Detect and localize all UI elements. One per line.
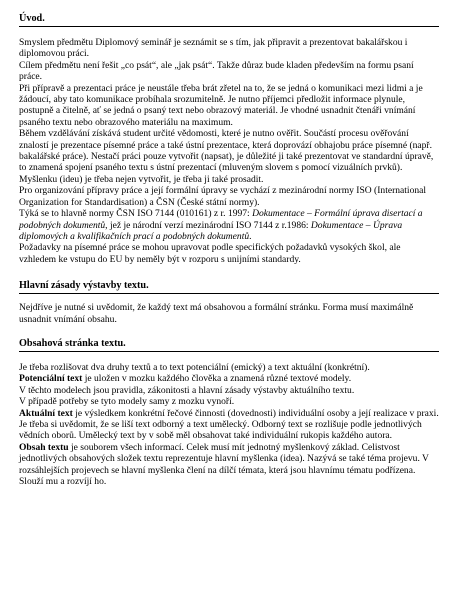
paragraph: Požadavky na písemné práce se mohou upravovat podle specifických požadavků vysokých škol, ale vzhledem ke vstupu do EU by neměly být v rozporu s unijními standardy. (19, 242, 401, 265)
paragraph: V těchto modelech jsou pravidla, zákonitosti a hlavní zásady výstavby aktuálního textu. (19, 384, 355, 396)
term-bold: Obsah textu (19, 441, 69, 453)
term-text: je výsledkem konkrétní řečové činnosti (dovednosti) individuální osoby a její realizace v praxi. Je třeba si uvědomit, že se liší text odborný a text umělecký. Odborný text se rozlišuje podle jednotlivých vědních oborů. Umělecký text by v sobě měl obsahovat také individuální rukopis každého autora. (19, 407, 439, 442)
paragraph: Během vzdělávání získává student určité vědomosti, které je nutno ověřit. Součástí procesu ověřování znalostí je prezentace písemné práce a také ústní prezentace, která doprovází obhajobu práce písemné (např. bakalářské práce). Nestačí práci pouze vytvořit (napsat), je důležité ji také prezentovat ve standardní úpravě, to znamená spojení psaného textu s ústní prezentací (mluveným slovem s pomocí vizuálních prvků). (19, 128, 434, 174)
norms-title-1: Dokumentace – Formální úprava disertací a podobných dokumentů (19, 208, 423, 231)
section-heading-uvod: Úvod. (19, 12, 439, 27)
norms-text: . (249, 230, 252, 242)
term-text: je souborem všech informací. Celek musí mít jednotný myšlenkový základ. Celistvost jednotlivých obsahových složek textu reprezentuje hlavní myšlenka (idea). Nazývá se také téma projevu. V rozsáhlejších projevech se hlavní myšlenka člení na dílčí témata, která jsou hlavnímu tématu podřízena. Slouží mu a rozvíjí ho. (19, 441, 429, 487)
section-heading-zasady: Hlavní zásady výstavby textu. (19, 279, 439, 294)
paragraph: Při přípravě a prezentaci práce je neustále třeba brát zřetel na to, že se jedná o komunikaci mezi lidmi a je žádoucí, aby tato komunikace probíhala srozumitelně. Je nutno příjemci předložit informace plynule, postupně a čitelně, ať se jedná o psaný text nebo obrazový materiál. Je vhodné usnadnit čtenáři vnímání psaného textu nebo obrazového materiálu na maximum. (19, 82, 423, 128)
paragraph: Myšlenku (ideu) je třeba nejen vytvořit, je třeba ji také prosadit. (19, 173, 264, 185)
paragraph: Smyslem předmětu Diplomový seminář je seznámit se s tím, jak připravit a prezentovat bakalářskou i diplomovou práci. (19, 37, 408, 60)
norms-title-2: Dokumentace – Úprava diplomových a kvalifikačních prací a podobných dokumentů (19, 219, 403, 242)
term-bold: Aktuální text (19, 407, 73, 419)
section-heading-obsahova: Obsahová stránka textu. (19, 337, 439, 352)
paragraph-aktualni (19, 408, 439, 442)
paragraph: Cílem předmětu není řešit „co psát“, ale „jak psát“. Takže důraz bude kladen především na formu psaní práce. (19, 59, 414, 83)
norms-text: Týká se to hlavně normy ČSN ISO 7144 (010161) z r. 1997: (19, 208, 253, 220)
document-page (19, 12, 439, 487)
term-text: je uložen v mozku každého člověka a znamená různé textové modely. (82, 373, 352, 385)
norms-text: , jež je národní verzí mezinárodní ISO 7144 z r.1986: (105, 219, 311, 231)
paragraph: Pro organizování přípravy práce a její formální úpravy se vychází z mezinárodní normy ISO (International Organization for Standardisation) a ČSN (České státní normy). (19, 185, 427, 208)
paragraph-norms (19, 208, 439, 242)
paragraph-potencialni (19, 373, 439, 384)
paragraph: Nejdříve je nutné si uvědomit, že každý text má obsahovou a formální stránku. Forma musí maximálně usnadnit vnímání obsahu. (19, 302, 414, 325)
paragraph-obsah (19, 442, 439, 488)
paragraph: V případě potřeby se tyto modely samy z mozku vynoří. (19, 396, 235, 408)
paragraph: Je třeba rozlišovat dva druhy textů a to text potenciální (emický) a text aktuální (konkrétní). (19, 361, 370, 373)
term-bold: Potenciální text (19, 373, 83, 385)
